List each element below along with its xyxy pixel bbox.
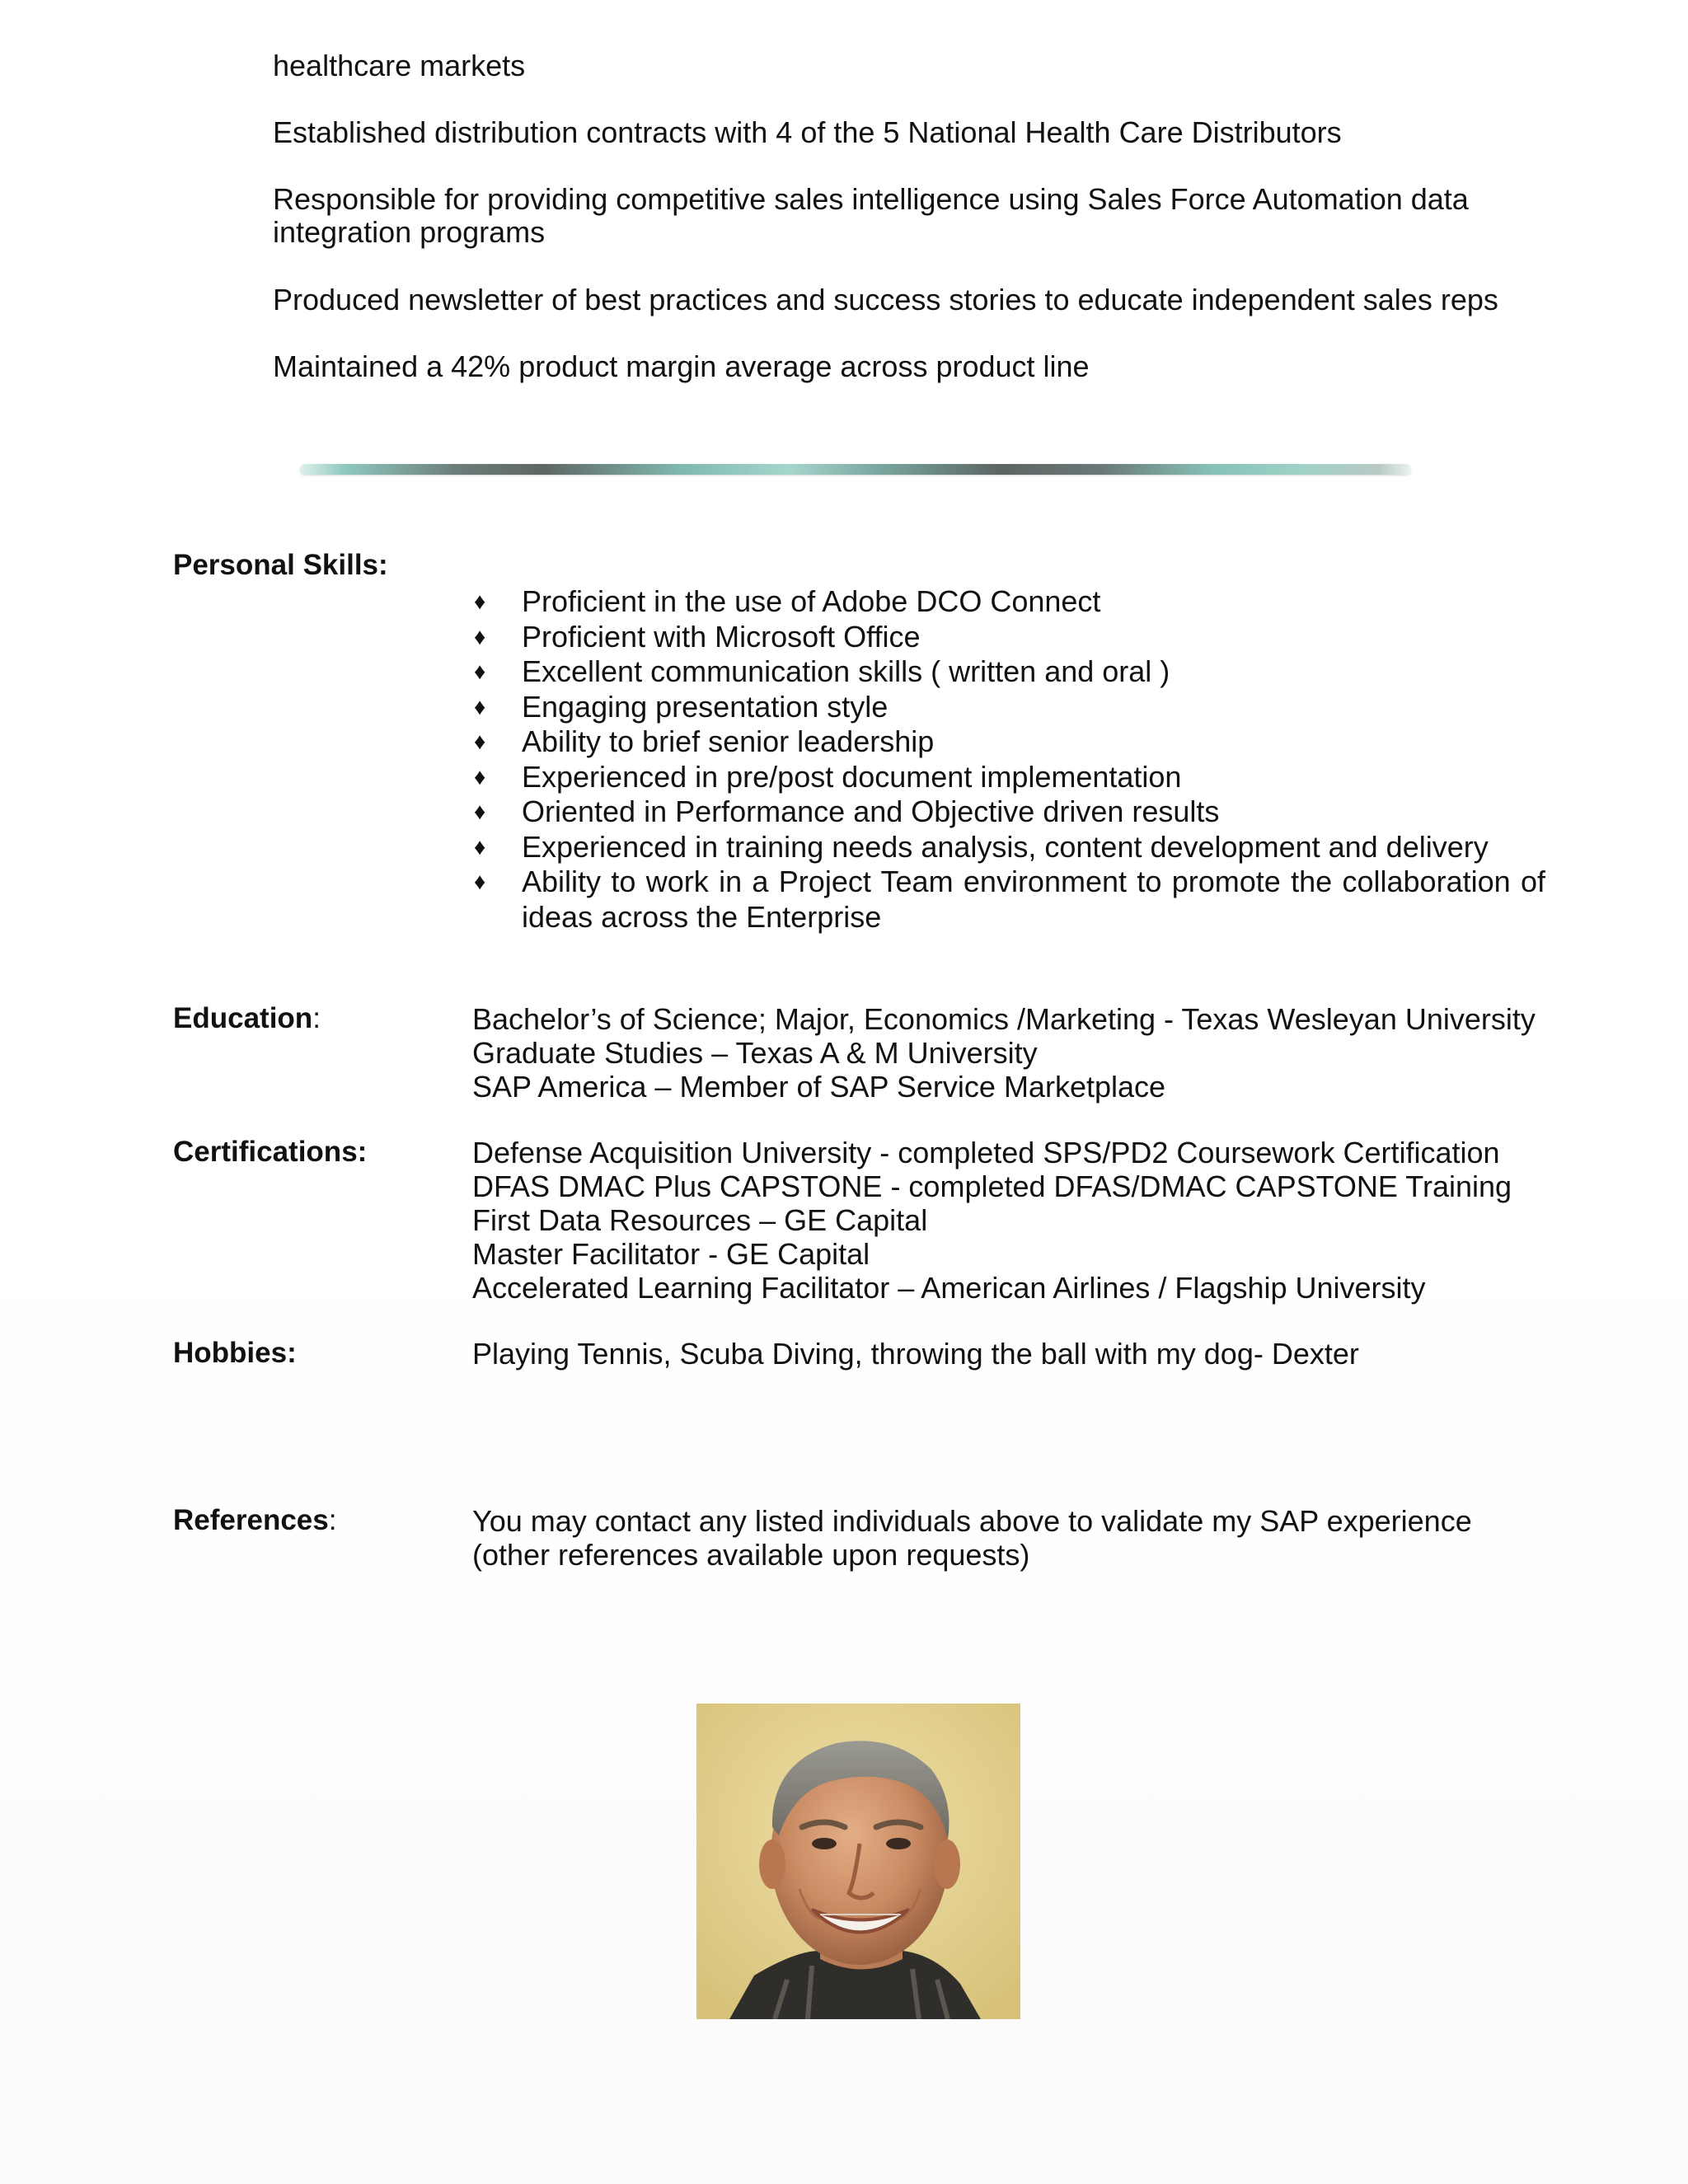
skill-item: [474, 584, 1545, 620]
education-line: SAP America – Member of SAP Service Marketplace: [472, 1070, 1166, 1104]
references-block: [472, 1504, 1472, 1572]
certification-line: First Data Resources – GE Capital: [472, 1203, 928, 1237]
experience-line: Produced newsletter of best practices and success stories to educate independent sales reps: [273, 283, 1498, 316]
education-line: Bachelor’s of Science; Major, Economics /Marketing - Texas Wesleyan University: [472, 1002, 1536, 1036]
experience-line: Maintained a 42% product margin average across product line: [273, 349, 1090, 383]
skill-item: [474, 760, 1545, 795]
education-label: [173, 1001, 321, 1036]
skill-text: Experienced in pre/post document implementation: [522, 759, 1182, 794]
certification-line: DFAS DMAC Plus CAPSTONE - completed DFAS/DMAC CAPSTONE Training: [472, 1169, 1512, 1203]
certifications-label: Certifications:: [173, 1136, 368, 1168]
diamond-bullet-icon: ♦: [474, 869, 486, 894]
skill-text: Engaging presentation style: [522, 689, 889, 724]
skill-item: [474, 690, 1545, 725]
hobbies-block: [472, 1337, 1359, 1371]
portrait-illustration: [696, 1704, 1020, 2019]
skill-item: [474, 620, 1545, 655]
education-label-colon: :: [312, 1002, 321, 1034]
experience-line: healthcare markets: [273, 49, 526, 82]
diamond-bullet-icon: ♦: [474, 623, 486, 649]
personal-skills-list: [474, 584, 1545, 935]
certification-line: Accelerated Learning Facilitator – American Airlines / Flagship University: [472, 1271, 1426, 1305]
certification-line: Defense Acquisition University - completed SPS/PD2 Coursework Certification: [472, 1136, 1500, 1169]
personal-skills-label: Personal Skills:: [173, 549, 388, 581]
certification-line: Master Facilitator - GE Capital: [472, 1237, 870, 1271]
skill-text: Oriented in Performance and Objective driven results: [522, 794, 1220, 828]
diamond-bullet-icon: ♦: [474, 729, 486, 754]
diamond-bullet-icon: ♦: [474, 763, 486, 790]
certifications-block: [472, 1136, 1512, 1305]
hobbies-line: Playing Tennis, Scuba Diving, throwing the ball with my dog- Dexter: [472, 1337, 1359, 1371]
experience-line: Established distribution contracts with 4 of the 5 National Health Care Distributors: [273, 115, 1342, 149]
experience-line: Responsible for providing competitive sales intelligence using Sales Force Automation data: [273, 182, 1469, 216]
skill-item: [474, 654, 1545, 690]
skill-item: [474, 865, 1545, 935]
skill-item: [474, 794, 1545, 830]
experience-line: integration programs: [273, 215, 546, 249]
skill-item: [474, 830, 1545, 865]
section-divider: [300, 464, 1411, 475]
profile-photo: [696, 1704, 1020, 2019]
references-label-colon: :: [328, 1504, 337, 1536]
skill-item: [474, 724, 1545, 760]
diamond-bullet-icon: ♦: [474, 658, 486, 684]
skill-text: Ability to work in a Project Team environment to promote the collaboration of ideas across the Enterprise: [522, 865, 1545, 934]
education-line: Graduate Studies – Texas A & M University: [472, 1036, 1038, 1070]
diamond-bullet-icon: ♦: [474, 693, 486, 719]
references-line: You may contact any listed individuals above to validate my SAP experience: [472, 1504, 1472, 1538]
skill-text: Proficient with Microsoft Office: [522, 619, 921, 654]
diamond-bullet-icon: ♦: [474, 799, 486, 824]
skill-text: Excellent communication skills ( written and oral ): [522, 654, 1170, 688]
education-label-text: Education: [173, 1002, 313, 1034]
skill-text: Proficient in the use of Adobe DCO Connect: [522, 584, 1101, 618]
skill-text: Experienced in training needs analysis, content development and delivery: [522, 829, 1489, 864]
diamond-bullet-icon: ♦: [474, 588, 486, 614]
references-label-text: References: [173, 1504, 329, 1536]
education-block: [472, 1002, 1536, 1104]
references-label: [173, 1503, 336, 1538]
references-line: (other references available upon requests): [472, 1538, 1030, 1572]
hobbies-label: Hobbies:: [173, 1337, 297, 1369]
skill-text: Ability to brief senior leadership: [522, 724, 935, 758]
diamond-bullet-icon: ♦: [474, 833, 486, 860]
